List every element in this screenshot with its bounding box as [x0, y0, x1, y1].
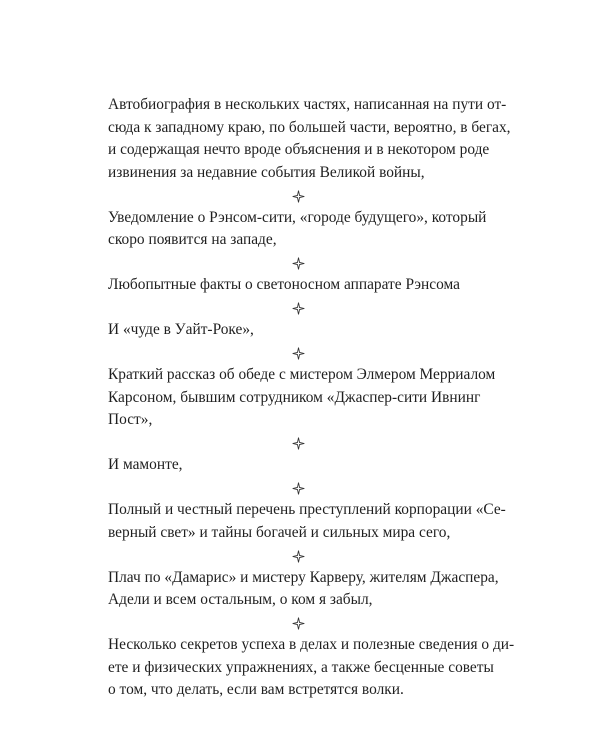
- four-point-star-icon: [292, 190, 305, 203]
- section-7-line-1: Полный и честный перечень преступлений корпорации «Се-: [108, 501, 506, 518]
- four-point-star-icon: [292, 482, 305, 495]
- ornament-divider: [108, 612, 488, 635]
- section-2: [108, 207, 488, 252]
- section-8-line-1: Плач по «Дамарис» и мистеру Карверу, жителям Джаспера,: [108, 568, 499, 586]
- section-9-line-1: Несколько секретов успеха в делах и полезные сведения о ди-: [108, 636, 515, 653]
- section-4: [108, 319, 488, 342]
- section-1: [108, 94, 511, 184]
- section-8: [108, 567, 499, 612]
- four-point-star-icon: [292, 617, 305, 630]
- ornament-divider: [108, 252, 488, 275]
- four-point-star-icon: [292, 550, 305, 563]
- section-3: [108, 274, 488, 297]
- section-5-line-3: Пост»,: [108, 411, 153, 428]
- section-6-line-1: И мамонте,: [108, 456, 183, 473]
- ornament-divider: [108, 477, 488, 500]
- section-6: [108, 454, 488, 477]
- section-2-line-1: Уведомление о Рэнсом-сити, «городе будущего», который: [108, 208, 487, 226]
- section-2-line-2: скоро появится на западе,: [108, 231, 277, 248]
- section-1-line-3: и содержащая нечто вроде объяснения и в некотором роде: [108, 141, 490, 158]
- ornament-divider: [108, 342, 488, 365]
- section-5-line-2: Карсоном, бывшим сотрудником «Джаспер-сити Ивнинг: [108, 388, 481, 406]
- ornament-divider: [108, 297, 488, 320]
- section-5-line-1: Краткий рассказ об обеде с мистером Элмером Мерриалом: [108, 366, 496, 383]
- section-4-line-1: И «чуде в Уайт-Роке»,: [108, 321, 254, 338]
- section-9-line-2: ете и физических упражнениях, а также бесценные советы: [108, 658, 494, 676]
- ornament-divider: [108, 432, 488, 455]
- four-point-star-icon: [292, 257, 305, 270]
- section-7: [108, 499, 506, 544]
- section-5: [108, 364, 496, 432]
- section-7-line-2: верный свет» и тайны богачей и сильных мира сего,: [108, 523, 451, 541]
- four-point-star-icon: [292, 302, 305, 315]
- ornament-divider: [108, 544, 488, 567]
- section-8-line-2: Адели и всем остальным, о ком я забыл,: [108, 591, 373, 608]
- four-point-star-icon: [292, 437, 305, 450]
- section-3-line-1: Любопытные факты о светоносном аппарате Рэнсома: [108, 276, 460, 293]
- section-9-line-3: о том, что делать, если вам встретятся волки.: [108, 681, 404, 698]
- four-point-star-icon: [292, 347, 305, 360]
- ornament-divider: [108, 184, 488, 207]
- section-1-line-1: Автобиография в нескольких частях, написанная на пути от-: [108, 96, 507, 113]
- section-1-line-2: сюда к западному краю, по большей части, вероятно, в бегах,: [108, 118, 511, 136]
- section-9: [108, 634, 515, 702]
- section-1-line-4: извинения за недавние события Великой войны,: [108, 163, 425, 181]
- contents-list: [108, 94, 515, 702]
